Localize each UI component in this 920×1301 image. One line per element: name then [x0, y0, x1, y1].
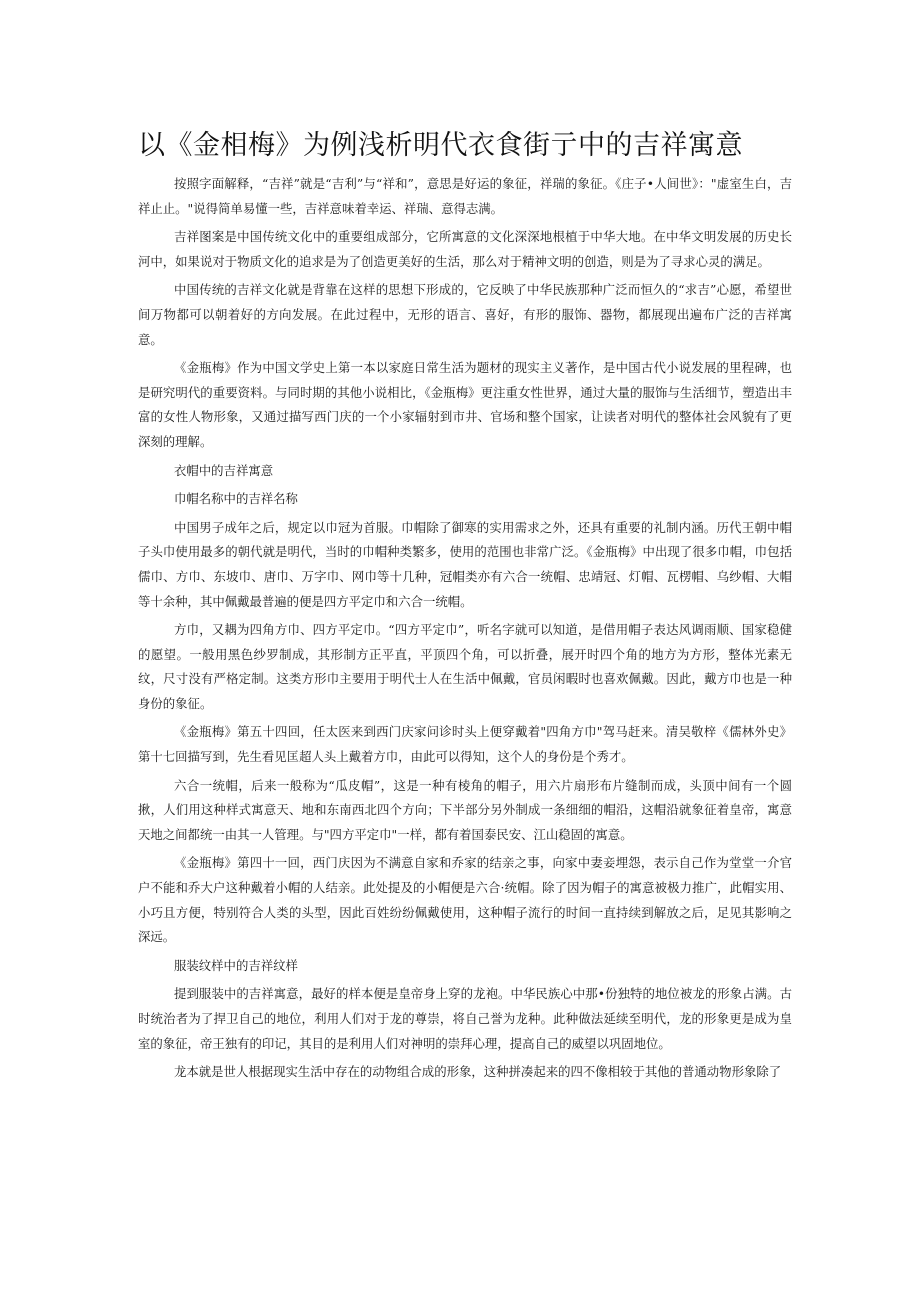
paragraph-dragon-robe: 提到服装中的吉祥寓意，最好的样本便是皇帝身上穿的龙袍。中华民族心中那•份独特的地位被龙的形象占满。古时统治者为了捍卫自己的地位，利用人们对于龙的尊崇，将自己誉为龙种。此种做法延续至明代，龙的形象更是成为皇室的象征，帝王独有的印记，其目的是利用人们对神明的崇拜心理，提高自己的威望以巩固地位。 — [138, 986, 792, 1051]
paragraph-jixiang-definition: 按照字面解释，“吉祥”就是“吉利”与“祥和”，意思是好运的象征，祥瑞的象征。《庄子•人间世》："虚室生白，吉祥止止。"说得简单易懂一些，吉祥意味着幸运、祥瑞、意得志满。 — [138, 176, 792, 216]
document-page — [138, 128, 792, 1089]
section-heading-hats: 衣帽中的吉祥寓意 — [174, 462, 274, 478]
paragraph-jixiang-culture: 中国传统的吉祥文化就是背靠在这样的思想下形成的，它反映了中华民族那种广泛而恒久的“求吉”心愿，希望世间万物都可以朝着好的方向发展。在此过程中，无形的语言、喜好，有形的服饰、器物，都展现出遍布广泛的吉祥寓意。 — [138, 282, 792, 347]
paragraph-chapter-54: 《金瓶梅》第五十四回，任太医来到西门庆家问诊时头上便穿戴着"四角方巾"驾马赶来。清吴敬梓《儒林外史》第十七回描写到，先生看见匡超人头上戴着方巾，由此可以得知，这个人的身份是个秀才。 — [138, 724, 792, 765]
paragraph-chapter-41: 《金瓶梅》第四十一回，西门庆因为不满意自家和乔家的结亲之事，向家中妻妾埋怨，表示自己作为堂堂一介官户不能和乔大户这种戴着小帽的人结亲。此处提及的小帽便是六合·统帽。除了因为帽子的寓意被极力推广，此帽实用、小巧且方便，特别符合人类的头型，因此百姓纷纷佩戴使用，这种帽子流行的时间一直持续到解放之后，足见其影响之深远。 — [138, 855, 792, 945]
paragraph-jixiang-patterns: 吉祥图案是中国传统文化中的重要组成部分，它所寓意的文化深深地根植于中华大地。在中华文明发展的历史长河中，如果说对于物质文化的追求是为了创造更美好的生活，那么对于精神文明的创造，则是为了寻求心灵的满足。 — [138, 229, 792, 269]
paragraph-jinpingmei-intro: 《金瓶梅》作为中国文学史上第一本以家庭日常生活为题材的现实主义著作，是中国古代小说发展的里程碑，也是研究明代的重要资料。与同时期的其他小说相比，《金瓶梅》更注重女性世界，通过大量的服饰与生活细节，塑造出丰富的女性人物形象，又通过描写西门庆的一个小家辐射到市井、官场和整个国家，让读者对明代的整体社会风貌有了更深刻的理解。 — [138, 360, 792, 449]
subsection-heading-hat-names: 巾帽名称中的吉祥名称 — [174, 491, 298, 507]
paragraph-dragon-image: 龙本就是世人根据现实生活中存在的动物组合成的形象，这种拼凑起来的四不像相较于其他的普通动物形象除了 — [174, 1064, 782, 1080]
paragraph-fangjin: 方巾，又耦为四角方巾、四方平定巾。“四方平定巾”，听名字就可以知道，是借用帽子表达风调雨顺、国家稳健的愿望。一般用黑色纱罗制成，其形制方正平直，平顶四个角，可以折叠，展开时四个角的地方为方形，整体光素无纹，尺寸没有严格定制。这类方形巾主要用于明代士人在生活中佩戴，官员闲暇时也喜欢佩戴。因此，戴方巾也是一种身份的象征。 — [138, 622, 792, 711]
paragraph-hat-types: 中国男子成年之后，规定以巾冠为首服。巾帽除了御寒的实用需求之外，还具有重要的礼制内涵。历代王朝中帽子头巾使用最多的朝代就是明代，当时的巾帽种类繁多，使用的范围也非常广泛。《金瓶梅》中出现了很多巾帽，巾包括儒巾、方巾、东坡巾、唐巾、万字巾、网巾等十几种，冠帽类亦有六合一统帽、忠靖冠、灯帽、瓦楞帽、乌纱帽、大帽等十余种，其中佩戴最普遍的便是四方平定巾和六合一统帽。 — [138, 519, 792, 609]
subsection-heading-patterns: 服装纹样中的吉祥纹样 — [174, 957, 298, 973]
document-title: 以《金相梅》为例浅析明代衣食街亍中的吉祥寓意 — [138, 130, 743, 161]
paragraph-liuhe-hat: 六合一统帽，后来一般称为“瓜皮帽”，这是一种有棱角的帽子，用六片扇形布片缝制而成，头顶中间有一个圆揪，人们用这种样式寓意天、地和东南西北四个方向；下半部分另外制成一条细细的帽沿，这帽沿就象征着皇帝，寓意天地之间都统一由其一人管理。与"四方平定巾"一样，都有着国泰民安、江山稳固的寓意。 — [138, 777, 792, 842]
